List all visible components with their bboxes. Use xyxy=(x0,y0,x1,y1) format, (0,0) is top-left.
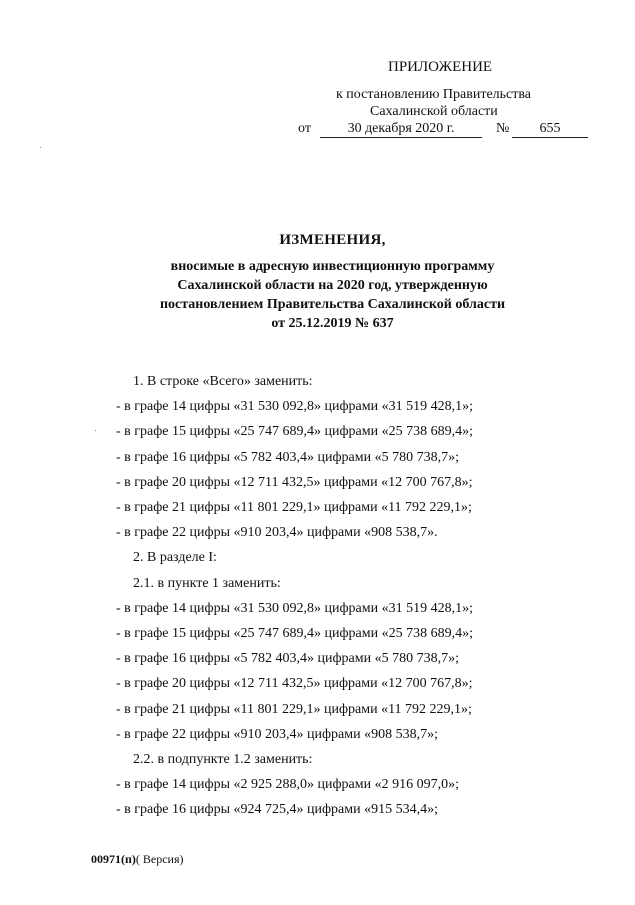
document-subtitle-line-2: Сахалинской области на 2020 год, утвержденную xyxy=(177,278,488,293)
body-line: - в графе 14 цифры «31 530 092,8» цифрами «31 519 428,1»; xyxy=(116,601,473,616)
document-title: ИЗМЕНЕНИЯ, xyxy=(279,232,386,248)
body-line: - в графе 21 цифры «11 801 229,1» цифрами «11 792 229,1»; xyxy=(116,500,472,515)
body-line: - в графе 20 цифры «12 711 432,5» цифрами «12 700 767,8»; xyxy=(116,676,473,691)
footer-version: ( Версия) xyxy=(135,852,184,866)
body-line: 2.1. в пункте 1 заменить: xyxy=(133,576,281,591)
appendix-title: ПРИЛОЖЕНИЕ xyxy=(388,59,493,75)
scan-speck xyxy=(40,147,41,148)
body-line: 1. В строке «Всего» заменить: xyxy=(133,374,313,389)
body-line: - в графе 22 цифры «910 203,4» цифрами «908 538,7». xyxy=(116,525,438,540)
number-label: № xyxy=(496,121,510,136)
document-subtitle-line-4: от 25.12.2019 № 637 xyxy=(271,316,394,331)
body-line: - в графе 16 цифры «5 782 403,4» цифрами «5 780 738,7»; xyxy=(116,450,459,465)
body-line: - в графе 14 цифры «31 530 092,8» цифрами «31 519 428,1»; xyxy=(116,399,473,414)
document-subtitle-line-3: постановлением Правительства Сахалинской области xyxy=(159,297,506,312)
body-line: - в графе 16 цифры «924 725,4» цифрами «915 534,4»; xyxy=(116,802,438,817)
body-line: - в графе 20 цифры «12 711 432,5» цифрами «12 700 767,8»; xyxy=(116,475,473,490)
body-line: - в графе 15 цифры «25 747 689,4» цифрами «25 738 689,4»; xyxy=(116,424,473,439)
appendix-ref-line-2: Сахалинской области xyxy=(370,104,498,119)
body-line: - в графе 16 цифры «5 782 403,4» цифрами «5 780 738,7»; xyxy=(116,651,459,666)
body-line: - в графе 22 цифры «910 203,4» цифрами «908 538,7»; xyxy=(116,727,438,742)
date-value: 30 декабря 2020 г. xyxy=(320,121,482,138)
body-line: - в графе 15 цифры «25 747 689,4» цифрами «25 738 689,4»; xyxy=(116,626,473,641)
body-line: - в графе 14 цифры «2 925 288,0» цифрами «2 916 097,0»; xyxy=(116,777,459,792)
scan-speck xyxy=(95,430,96,431)
number-value: 655 xyxy=(512,121,588,138)
document-subtitle-line-1: вносимые в адресную инвестиционную программу xyxy=(170,259,495,274)
body-line: 2. В разделе I: xyxy=(133,550,217,565)
appendix-ref-line-1: к постановлению Правительства xyxy=(336,87,532,102)
date-number-row xyxy=(298,121,598,139)
body-line: - в графе 21 цифры «11 801 229,1» цифрами «11 792 229,1»; xyxy=(116,702,472,717)
footer-doc-code: 00971(п) xyxy=(91,852,136,866)
body-line: 2.2. в подпункте 1.2 заменить: xyxy=(133,752,313,767)
footer-code xyxy=(91,852,184,867)
date-label: от xyxy=(298,121,311,136)
